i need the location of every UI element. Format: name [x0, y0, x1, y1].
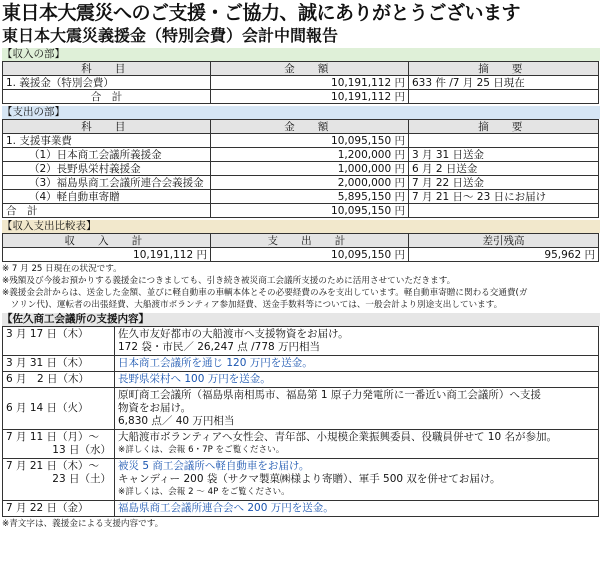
support-content: 福島県商工会議所連合会へ 200 万円を送金。 — [115, 501, 599, 517]
comparison-table — [2, 233, 599, 262]
support-date-start: 7 月 21 日（木）～ — [6, 460, 100, 472]
table-row — [3, 430, 599, 459]
support-date-end: 13 日（水） — [52, 444, 111, 456]
support-table — [2, 326, 599, 517]
support-content — [115, 388, 599, 430]
headline: 東日本大震災へのご支援・ご協力、誠にありがとうございます — [2, 2, 521, 24]
table-row — [3, 248, 599, 262]
comparison-section-label: 【収入支出比較表】 — [2, 220, 600, 233]
support-footnote: ※青文字は、義援金による支援内容です。 — [2, 519, 164, 529]
income-amount: 10,191,112 円 — [211, 76, 409, 90]
expense-table — [2, 119, 599, 218]
income-header-item: 科 目 — [3, 62, 211, 76]
table-row — [3, 204, 599, 218]
support-section-label: 【佐久商工会議所の支援内容】 — [2, 313, 600, 326]
expense-main-amount: 10,095,150 円 — [211, 134, 409, 148]
notes — [2, 263, 600, 311]
expense-main-note — [409, 134, 599, 148]
expense-header-note: 摘 要 — [409, 120, 599, 134]
table-row — [3, 501, 599, 517]
support-date — [3, 459, 115, 501]
support-line: 172 袋・市民／ 26,247 点 /778 万円相当 — [118, 341, 321, 353]
income-note: 633 件 /7 月 25 日現在 — [409, 76, 599, 90]
support-date-end: 23 日（土） — [52, 473, 111, 485]
support-content: 日本商工会議所を通じ 120 万円を送金。 — [115, 356, 599, 372]
support-line: ※詳しくは、会報 6・7P をご覧ください。 — [118, 445, 285, 455]
table-row — [3, 327, 599, 356]
comparison-header-balance: 差引残高 — [409, 234, 599, 248]
table-row — [3, 162, 599, 176]
expense-total-label: 合 計 — [3, 204, 211, 218]
comparison-header-expense: 支 出 計 — [211, 234, 409, 248]
support-content — [115, 327, 599, 356]
expense-item-note: 3 月 31 日送金 — [409, 148, 599, 162]
table-row — [3, 90, 599, 104]
support-line: 物資をお届け。 — [118, 402, 192, 414]
expense-item-note: 6 月 2 日送金 — [409, 162, 599, 176]
table-row — [3, 176, 599, 190]
income-header-note: 摘 要 — [409, 62, 599, 76]
income-table — [2, 61, 599, 104]
table-row — [3, 134, 599, 148]
expense-item: （1）日本商工会議所義援金 — [3, 148, 211, 162]
table-row — [3, 148, 599, 162]
support-content — [115, 430, 599, 459]
support-content: 長野県栄村へ 100 万円を送金。 — [115, 372, 599, 388]
comparison-income: 10,191,112 円 — [3, 248, 211, 262]
comparison-balance: 95,962 円 — [409, 248, 599, 262]
support-line: キャンディー 200 袋（サクマ製菓㈱様より寄贈）、軍手 500 双を併せてお届け。 — [118, 473, 501, 485]
expense-item-note: 7 月 21 日～ 23 日にお届け — [409, 190, 599, 204]
support-line: ※詳しくは、会報 2 ～ 4P をご覧ください。 — [118, 487, 290, 497]
report-page — [0, 1, 602, 530]
support-line: 佐久市友好都市の大船渡市へ支援物資をお届け。 — [118, 328, 349, 340]
table-row — [3, 76, 599, 90]
table-row — [3, 372, 599, 388]
expense-total-amount: 10,095,150 円 — [211, 204, 409, 218]
expense-item-amount: 1,000,000 円 — [211, 162, 409, 176]
support-line: 原町商工会議所（福島県南相馬市、福島第 1 原子力発電所に一番近い商工会議所）へ支援 — [118, 389, 541, 401]
income-header-amount: 金 額 — [211, 62, 409, 76]
income-total-note — [409, 90, 599, 104]
expense-header-item: 科 目 — [3, 120, 211, 134]
table-row — [3, 459, 599, 501]
income-total-amount: 10,191,112 円 — [211, 90, 409, 104]
support-line: 6,830 点／ 40 万円相当 — [118, 415, 235, 427]
support-content — [115, 459, 599, 501]
report-title: 東日本大震災義援金（特別会費）会計中間報告 — [2, 26, 339, 45]
expense-item: （4）軽自動車寄贈 — [3, 190, 211, 204]
comparison-header-income: 収 入 計 — [3, 234, 211, 248]
expense-item: （3）福島県商工会議所連合会義援金 — [3, 176, 211, 190]
expense-item: （2）長野県栄村義援金 — [3, 162, 211, 176]
support-date: 7 月 22 日（金） — [3, 501, 115, 517]
expense-item-amount: 1,200,000 円 — [211, 148, 409, 162]
note-line: ※ 7 月 25 日現在の状況です。 — [2, 264, 122, 274]
note-line: ※残額及び今後お預かりする義援金につきましても、引き続き被災商工会議所支援のために活用させていただきます。 — [2, 276, 456, 286]
income-item: 1. 義援金（特別会費） — [3, 76, 211, 90]
support-line: 被災 5 商工会議所へ軽自動車をお届け。 — [118, 460, 310, 472]
expense-total-note — [409, 204, 599, 218]
note-line: ※義援金会計からは、送金した金額、並びに軽自動車の車輌本体とその必要経費のみを支出しています。軽自動車寄贈に関わる交通費(ガ — [2, 288, 528, 298]
support-date — [3, 430, 115, 459]
support-date: 3 月 17 日（木） — [3, 327, 115, 356]
comparison-expense: 10,095,150 円 — [211, 248, 409, 262]
income-total-label: 合 計 — [3, 90, 211, 104]
expense-header-amount: 金 額 — [211, 120, 409, 134]
support-date: 6 月 2 日（木） — [3, 372, 115, 388]
table-row — [3, 356, 599, 372]
support-date: 6 月 14 日（火） — [3, 388, 115, 430]
income-section-label: 【収入の部】 — [2, 48, 600, 61]
expense-main-item: 1. 支援事業費 — [3, 134, 211, 148]
table-row — [3, 388, 599, 430]
expense-item-note: 7 月 22 日送金 — [409, 176, 599, 190]
note-line: ソリン代)、運転者の出張経費、大船渡市ボランティア参加経費、送金手数料等については、一般会計より別途支出しています。 — [2, 300, 503, 310]
expense-item-amount: 5,895,150 円 — [211, 190, 409, 204]
support-date-start: 7 月 11 日（月）～ — [6, 431, 100, 443]
table-row — [3, 190, 599, 204]
expense-section-label: 【支出の部】 — [2, 106, 600, 119]
support-date: 3 月 31 日（木） — [3, 356, 115, 372]
expense-item-amount: 2,000,000 円 — [211, 176, 409, 190]
support-line: 大船渡市ボランティアへ女性会、青年部、小規模企業振興委員、役職員併せて 10 名が参加。 — [118, 431, 557, 443]
